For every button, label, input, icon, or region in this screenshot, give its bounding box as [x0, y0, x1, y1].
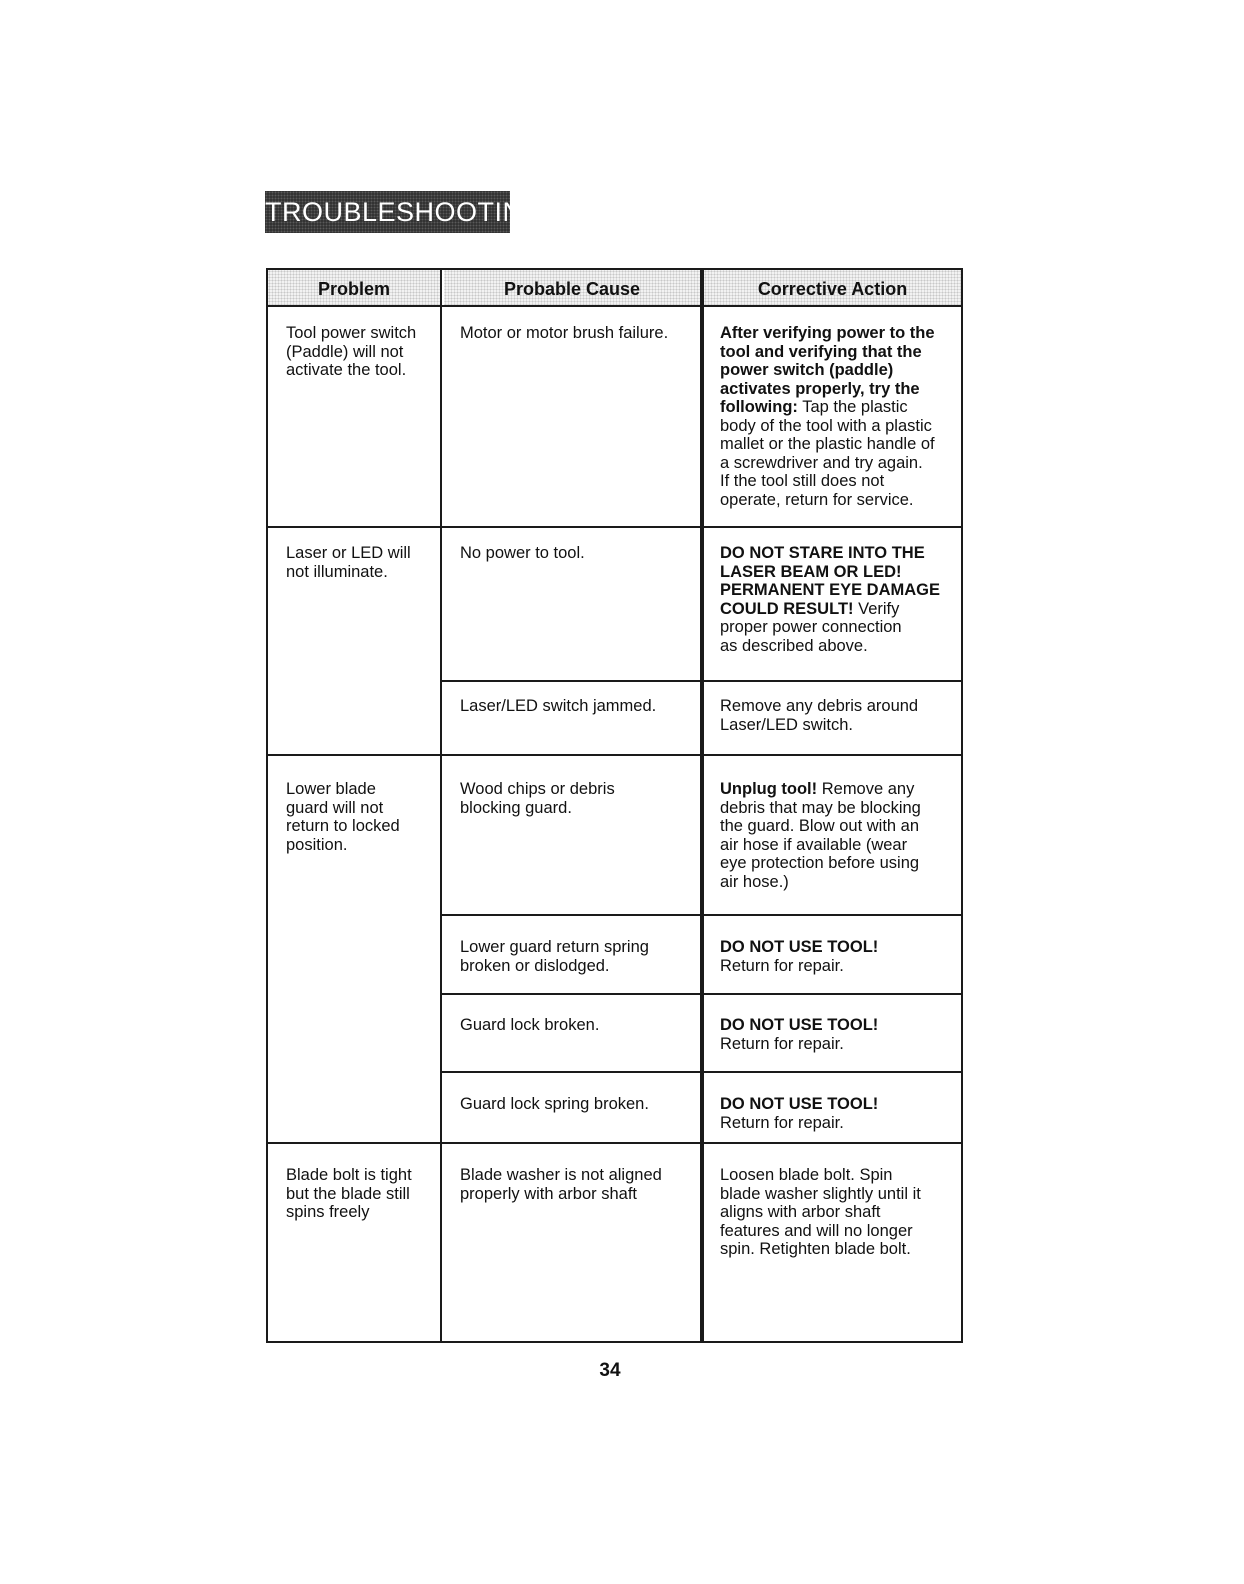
action-text: [720, 1095, 960, 1132]
action-text: [720, 1016, 960, 1053]
sub-row-divider: [442, 993, 961, 995]
problem-text: Laser or LED will not illuminate.: [286, 544, 411, 581]
row-divider: [268, 754, 961, 756]
header-problem: Problem: [268, 270, 440, 306]
cause-text: Laser/LED switch jammed.: [460, 697, 657, 715]
cause-text: Guard lock broken.: [460, 1016, 600, 1034]
row-divider: [268, 1142, 961, 1144]
sub-row-divider: [442, 1071, 961, 1073]
header-probable-cause: Probable Cause: [444, 270, 700, 306]
problem-text: Tool power switch (Paddle) will not activate the tool.: [286, 324, 417, 379]
action-instruction: Verify proper power connection as described above.: [720, 599, 902, 655]
page-title: TROUBLESHOOTING: [265, 191, 510, 233]
action-text: [720, 324, 960, 509]
cause-text: Blade washer is not aligned properly with arbor shaft: [460, 1166, 662, 1203]
troubleshooting-table: [266, 268, 963, 1343]
action-instruction: Return for repair.: [720, 956, 844, 975]
cause-text: No power to tool.: [460, 544, 585, 562]
action-warning: Unplug tool!: [720, 780, 818, 798]
action-instruction: Return for repair.: [720, 1113, 844, 1132]
page-number: 34: [599, 1360, 621, 1381]
action-warning: DO NOT USE TOOL!: [720, 938, 879, 956]
action-text: [720, 697, 960, 734]
cause-text: Lower guard return spring broken or dislodged.: [460, 938, 649, 975]
action-instruction: Return for repair.: [720, 1034, 844, 1053]
action-warning: DO NOT USE TOOL!: [720, 1095, 879, 1113]
action-instruction: Tap the plastic body of the tool with a plastic mallet or the plastic handle of a screwdriver and try again. If the tool still does not operate, return for service.: [720, 398, 935, 509]
action-text: [720, 780, 960, 891]
action-warning: DO NOT STARE INTO THE LASER BEAM OR LED! PERMANENT EYE DAMAGE COULD RESULT!: [720, 544, 941, 618]
action-instruction: Remove any debris that may be blocking the guard. Blow out with an air hose if available (wear eye protection before using air hose.): [720, 780, 921, 891]
problem-text: Lower blade guard will not return to locked position.: [286, 780, 400, 854]
problem-text: Blade bolt is tight but the blade still spins freely: [286, 1166, 412, 1221]
action-text: [720, 544, 960, 655]
action-text: [720, 1166, 960, 1259]
cause-text: Motor or motor brush failure.: [460, 324, 669, 342]
column-divider: [440, 270, 442, 1341]
action-warning: After verifying power to the tool and verifying that the power switch (paddle) activates properly, try the following:: [720, 324, 935, 416]
cause-text: Wood chips or debris blocking guard.: [460, 780, 615, 817]
action-text: [720, 938, 960, 975]
column-divider: [702, 270, 704, 1341]
action-warning: DO NOT USE TOOL!: [720, 1016, 879, 1034]
action-instruction: Remove any debris around Laser/LED switch.: [720, 697, 919, 734]
header-corrective-action: Corrective Action: [704, 270, 961, 306]
header-divider: [268, 305, 961, 307]
sub-row-divider: [442, 680, 961, 682]
cause-text: Guard lock spring broken.: [460, 1095, 649, 1113]
row-divider: [268, 526, 961, 528]
sub-row-divider: [442, 914, 961, 916]
action-instruction: Loosen blade bolt. Spin blade washer slightly until it aligns with arbor shaft features and will no longer spin. Retighten blade bolt.: [720, 1166, 921, 1258]
